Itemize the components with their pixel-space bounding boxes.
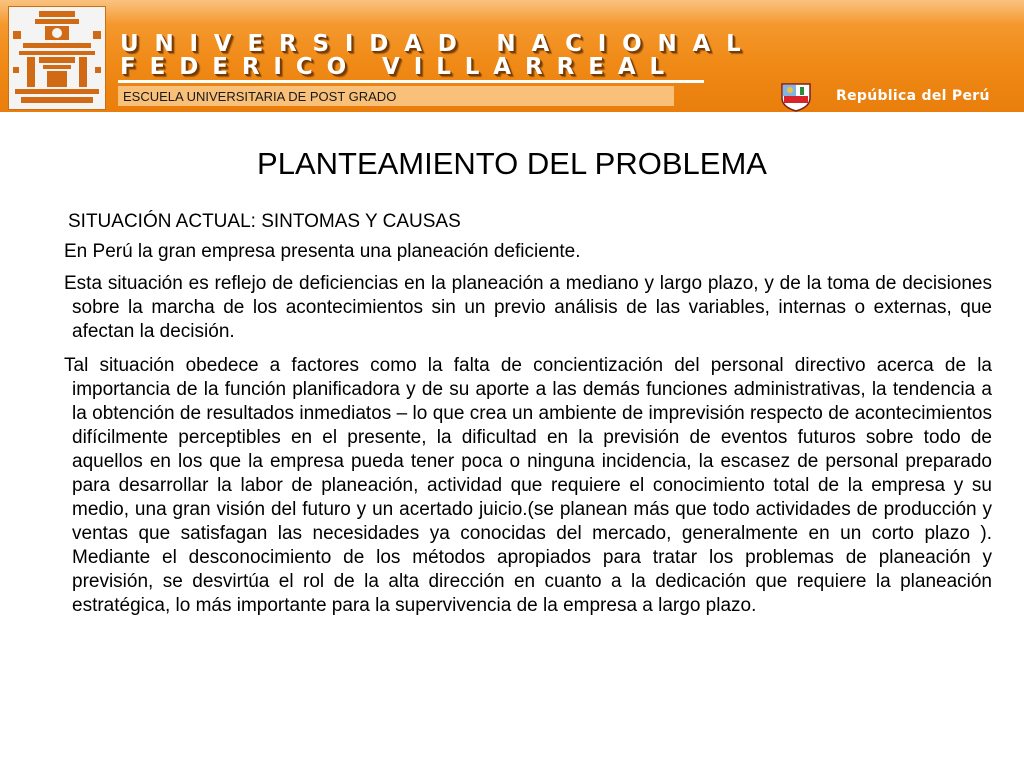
peru-coat-of-arms-icon <box>776 80 816 112</box>
paragraph-3: Tal situación obedece a factores como la falta de concientización del personal directivo acerca de la importancia de la función planificadora y de su aporte a las demás funciones administrativas, la tendencia a la obtención de resultados inmediatos – lo que crea un ambiente de imprevisión respecto de acontecimientos difícilmente perceptibles en el presente, la dificultad en la previsión de eventos futuros sobre todo de aquellos en los que la empresa pueda tener poca o ninguna incidencia, la escasez de personal preparado para desarrollar la labor de planeación, actividad que requiere el conocimiento total de la empresa y su medio, una gran visión del futuro y un acertado juicio.(se planean más que todo actividades de producción y ventas que satisfagan las necesidades ya conocidas del mercado, generalmente en un corto plazo ). Mediante el desconocimiento de los métodos apropiados para tratar los problemas de planeación y previsión, se desvirtúa el rol de la alta dirección en cuanto a la dedicación que requiere la planeación estratégica, lo más importante para la supervivencia de la empresa a largo plazo. <box>64 355 992 616</box>
school-name: ESCUELA UNIVERSITARIA DE POST GRADO <box>123 89 397 104</box>
slide-title: PLANTEAMIENTO DEL PROBLEMA <box>257 146 767 181</box>
university-name-line1: UNIVERSIDAD NACIONAL <box>120 31 757 57</box>
university-name-rule <box>118 80 704 83</box>
university-crest-icon <box>8 6 106 110</box>
slide-subtitle: SITUACIÓN ACTUAL: SINTOMAS Y CAUSAS <box>68 211 461 232</box>
banner-shine <box>0 0 1024 24</box>
university-name-line2: FEDERICO VILLARREAL <box>120 54 679 80</box>
government-label: República del Perú <box>836 88 990 104</box>
paragraph-1: En Perú la gran empresa presenta una planeación deficiente. <box>64 241 581 262</box>
government-badge <box>776 80 1016 112</box>
paragraph-2: Esta situación es reflejo de deficiencias en la planeación a mediano y largo plazo, y de la toma de decisiones sobre la marcha de los acontecimientos sin un previo análisis de las variables, internas o externas, que afectan la decisión. <box>64 273 992 342</box>
header-banner <box>0 0 1024 112</box>
